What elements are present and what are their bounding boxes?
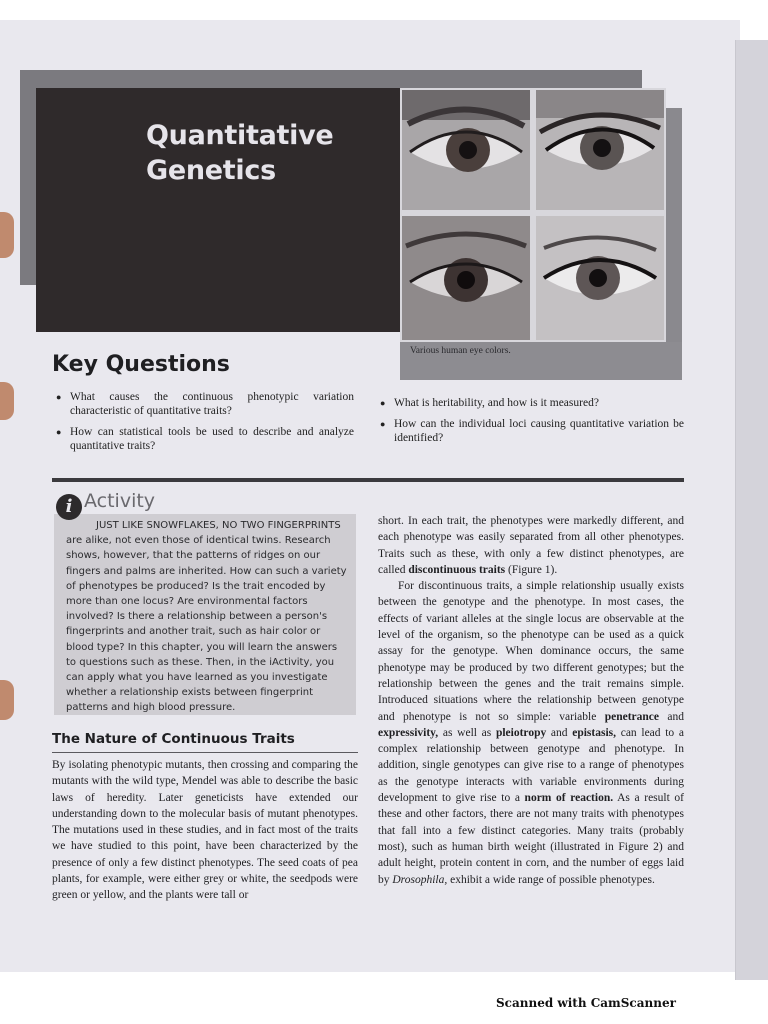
thumb-shadow — [0, 680, 14, 720]
activity-body: are alike, not even those of identical twins. Research shows, however, that the patterns of ridges on our fingers and palms are inherited. How can such a variety of phenotypes be produced? Is the trait encoded by more than one locus? Are environmental factors involved? Is there a relationship between a person's fingerprints and another trait, such as hair color or blood type? In this chapter, you will learn the answers to questions such as these. Then, in the iActivity, you can apply what you have learned as you investigate whether a relationship exists between fingerprint patterns and high blood pressure. — [66, 535, 347, 714]
key-term: epistasis, — [572, 726, 617, 739]
section-heading: The Nature of Continuous Traits — [52, 731, 295, 747]
activity-text — [66, 518, 348, 716]
species-name: Drosophila, — [392, 873, 448, 886]
paragraph: For discontinuous traits, a simple relationship usually exists between the genotype and the phenotype. In most cases, the effects of variant alleles at the single locus are observable at the level of the organism, so the phenotype can be used as a quick assay for the genotype. When dominance occurs, the same phenotype may be produced by two different genotypes; but the relationship between the genes and the trait remains simple. Introduced situations where the relationship between genotype and phenotype is not so simple: variable penetrance and expressivity, as well as pleiotropy and epistasis, can lead to a complex relationship between genotype and phenotype. In addition, single genotypes can give rise to a range of phenotypes as the genotype interacts with variable environments during development to give rise to a norm of reaction. As a result of these and other factors, there are not many traits with phenotypes that fall into a few distinct categories. Many traits (probably most), such as human birth weight (illustrated in Figure 2) and adult height, protein content in corn, and the number of eggs laid by Drosophila, exhibit a wide range of possible phenotypes. — [378, 580, 684, 886]
thumb-shadow — [0, 382, 14, 420]
key-question: ● How can statistical tools be used to describe and analyze quantitative traits? — [54, 425, 354, 453]
chapter-title: Quantitative Genetics — [146, 120, 334, 186]
key-term: discontinuous traits — [408, 563, 506, 576]
section-heading-rule — [52, 752, 358, 753]
thumb-shadow — [0, 212, 14, 258]
key-term: pleiotropy — [495, 726, 547, 739]
scanner-watermark: Scanned with CamScanner — [496, 996, 676, 1010]
activity-lead: JUST LIKE SNOWFLAKES, NO TWO FINGERPRINTS — [96, 520, 341, 531]
key-term: expressivity, — [378, 726, 439, 739]
info-icon: i — [56, 494, 82, 520]
paragraph: By isolating phenotypic mutants, then crossing and comparing the mutants with the wild type, Mendel was able to describe the basic laws of heredity. Later geneticists have extended our understanding down to the molecular basis of mutant phenotypes. The mutations used in these studies, and in fact most of the traits we have studied to this point, have been characterized by the presence of only a few distinct phenotypes. The seed coats of pea plants, for example, were either grey or white, the seedpods were green or yellow, and the plants were tall or — [52, 759, 358, 902]
facing-page-edge — [735, 40, 768, 980]
key-term: norm of reaction. — [524, 792, 614, 805]
key-questions-left — [54, 390, 354, 460]
key-question: ● What is heritability, and how is it measured? — [378, 396, 684, 410]
eye-photo-brown — [402, 90, 530, 210]
key-question: ● How can the individual loci causing quantitative variation be identified? — [378, 417, 684, 445]
activity-heading: Activity — [84, 490, 156, 512]
eye-photo-light — [536, 216, 664, 340]
key-questions-right — [378, 396, 684, 452]
right-column-text — [378, 513, 684, 888]
eye-photo-hazel — [536, 90, 664, 210]
key-term: penetrance — [604, 710, 659, 723]
paragraph: short. In each trait, the phenotypes were markedly different, and each phenotype was easily separated from all other phenotypes. Traits such as these, with only a few distinct phenotypes, are called discontinuous traits (Figure 1). — [378, 515, 684, 576]
photo-caption: Various human eye colors. — [410, 346, 511, 356]
left-column-text — [52, 757, 358, 904]
key-questions-heading: Key Questions — [52, 352, 230, 377]
eye-photo-dark — [402, 216, 530, 340]
key-question: ● What causes the continuous phenotypic variation characteristic of quantitative traits? — [54, 390, 354, 418]
section-divider — [52, 478, 684, 482]
